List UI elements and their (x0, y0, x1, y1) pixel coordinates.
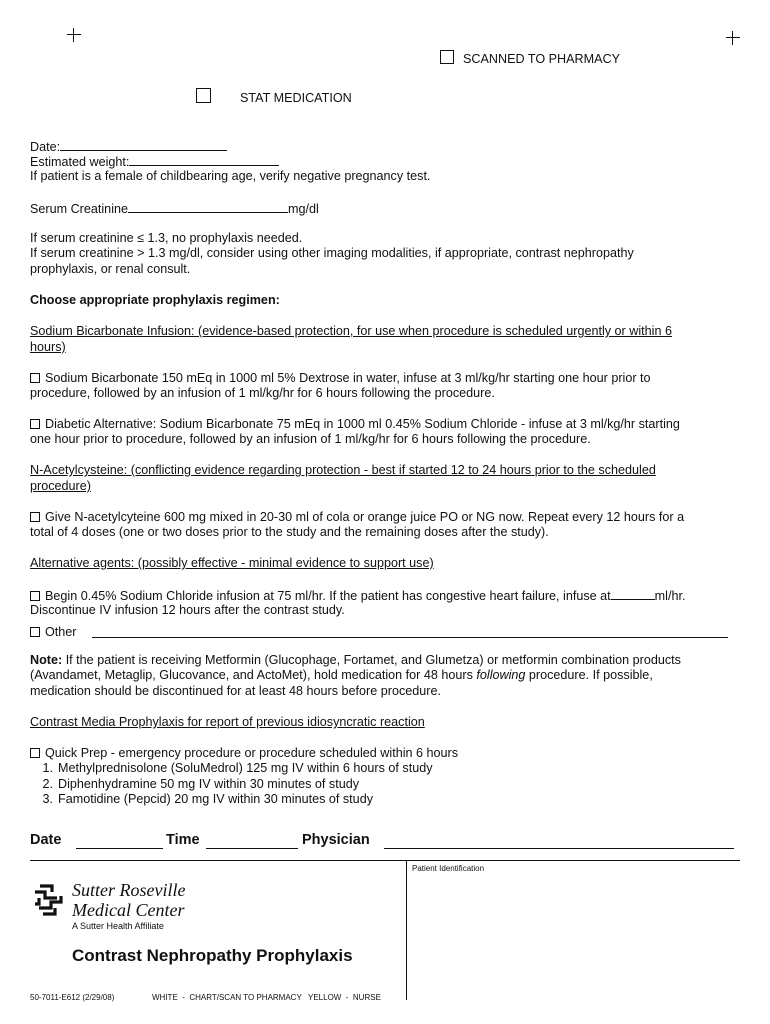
sodium-bicarb-option-1[interactable] (30, 371, 651, 387)
registration-mark-right (726, 31, 740, 45)
note-text-1: If the patient is receiving Metformin (Glucophage, Fortamet, and Glumetza) or metformin combination products (65, 653, 681, 667)
list-text: Methylprednisolone (SoluMedrol) 125 mg IV within 6 hours of study (58, 761, 433, 775)
sodium-bicarb-option-1-text: Sodium Bicarbonate 150 mEq in 1000 ml 5% Dextrose in water, infuse at 3 ml/kg/hr starting one hour prior to (45, 371, 651, 385)
diabetic-alternative-checkbox[interactable] (30, 419, 40, 429)
other-checkbox[interactable] (30, 627, 40, 637)
weight-label: Estimated weight: (30, 155, 130, 169)
quick-prep-option[interactable] (30, 746, 458, 762)
nac-checkbox[interactable] (30, 512, 40, 522)
sodium-bicarb-heading-1: Sodium Bicarbonate Infusion: (evidence-based protection, for use when procedure is scheduled urgently or within 6 (30, 324, 672, 338)
rule-line-3: prophylaxis, or renal consult. (30, 262, 191, 276)
list-text: Famotidine (Pepcid) 20 mg IV within 30 minutes of study (58, 792, 373, 806)
footer-divider (406, 860, 407, 1000)
infusion-rate-field[interactable] (611, 587, 655, 600)
stat-checkbox[interactable] (196, 88, 211, 103)
sig-date-field[interactable] (76, 848, 163, 849)
creatinine-label: Serum Creatinine (30, 202, 128, 216)
stat-label: STAT MEDICATION (240, 91, 352, 105)
list-number: 1. (42, 761, 53, 775)
sig-date-label: Date (30, 832, 62, 848)
diabetic-alternative-cont: one hour prior to procedure, followed by an infusion of 1 ml/kg/hr for 6 hours following the procedure. (30, 432, 591, 446)
patient-id-label: Patient Identification (412, 864, 485, 873)
nac-option[interactable] (30, 510, 684, 526)
contrast-list-item (31, 761, 433, 777)
rule-line-1: If serum creatinine ≤ 1.3, no prophylaxis needed. (30, 231, 303, 245)
patient-id-area[interactable] (412, 876, 738, 998)
other-option[interactable] (30, 625, 77, 641)
list-text: Diphenhydramine 50 mg IV within 30 minutes of study (58, 777, 360, 791)
form-number: 50-7011-E612 (2/29/08) (30, 993, 115, 1002)
other-label: Other (45, 625, 77, 639)
infusion-rate-unit: ml/hr. (654, 589, 686, 603)
sig-time-field[interactable] (206, 848, 298, 849)
date-label: Date: (30, 140, 61, 154)
sutter-logo-icon (30, 882, 66, 918)
sig-physician-label: Physician (302, 832, 370, 848)
nac-heading-1: N-Acetylcysteine: (conflicting evidence regarding protection - best if started 12 to 24 hours prior to the scheduled (30, 463, 656, 477)
sodium-bicarb-heading-2: hours) (30, 340, 66, 354)
creatinine-row (30, 200, 319, 218)
diabetic-alternative-text: Diabetic Alternative: Sodium Bicarbonate 75 mEq in 1000 ml 0.45% Sodium Chloride - infuse at 3 ml/kg/hr starting (45, 417, 680, 431)
creatinine-field[interactable] (128, 200, 288, 213)
note-line-2 (30, 668, 653, 684)
list-number: 3. (42, 792, 53, 806)
copy-yellow: YELLOW - NURSE (308, 993, 381, 1002)
nac-heading-2: procedure) (30, 479, 91, 493)
scanned-label: SCANNED TO PHARMACY (463, 52, 620, 66)
contrast-list-item (31, 792, 373, 808)
note-label: Note: (30, 653, 63, 667)
saline-option[interactable] (30, 587, 685, 605)
choose-heading: Choose appropriate prophylaxis regimen: (30, 293, 280, 307)
org-name-line-1: Sutter Roseville (72, 880, 186, 900)
weight-field-row (30, 153, 279, 171)
note-text-2b: procedure. If possible, (528, 668, 653, 682)
creatinine-unit: mg/dl (288, 202, 319, 216)
saline-option-cont: Discontinue IV infusion 12 hours after the contrast study. (30, 603, 345, 617)
stat-medication-option[interactable] (196, 88, 352, 107)
other-field[interactable] (92, 637, 728, 638)
diabetic-alternative-option[interactable] (30, 417, 680, 433)
sig-time-label: Time (166, 832, 200, 848)
alternative-heading: Alternative agents: (possibly effective - minimal evidence to support use) (30, 556, 434, 570)
sig-physician-field[interactable] (384, 848, 734, 849)
registration-mark-left (67, 28, 81, 42)
sodium-bicarb-checkbox-1[interactable] (30, 373, 40, 383)
contrast-heading: Contrast Media Prophylaxis for report of previous idiosyncratic reaction (30, 715, 425, 729)
weight-field[interactable] (129, 153, 279, 166)
quick-prep-text: Quick Prep - emergency procedure or procedure scheduled within 6 hours (45, 746, 459, 760)
saline-option-text: Begin 0.45% Sodium Chloride infusion at 75 ml/hr. If the patient has congestive heart failure, infuse at (45, 589, 611, 603)
note-line-3: medication should be discontinued for at least 48 hours before procedure. (30, 684, 441, 698)
org-name-line-2: Medical Center (72, 900, 185, 920)
nac-option-text: Give N-acetylcyteine 600 mg mixed in 20-30 ml of cola or orange juice PO or NG now. Repeat every 12 hours for a (45, 510, 685, 524)
contrast-list-item (31, 777, 359, 793)
copy-white: WHITE - CHART/SCAN TO PHARMACY (152, 993, 302, 1002)
affiliate-label: A Sutter Health Affiliate (72, 921, 164, 931)
rule-line-2: If serum creatinine > 1.3 mg/dl, consider using other imaging modalities, if appropriate, contrast nephropathy (30, 246, 634, 260)
list-number: 2. (42, 777, 53, 791)
footer-top-rule (30, 860, 740, 861)
quick-prep-checkbox[interactable] (30, 748, 40, 758)
form-title: Contrast Nephropathy Prophylaxis (72, 946, 353, 965)
note-line-1 (30, 653, 681, 669)
note-text-2a: (Avandamet, Metaglip, Glucovance, and ActoMet), hold medication for 48 hours (30, 668, 473, 682)
saline-checkbox[interactable] (30, 591, 40, 601)
scanned-checkbox[interactable] (440, 50, 454, 64)
sodium-bicarb-option-1-cont: procedure, followed by an infusion of 1 ml/kg/hr for 6 hours following the procedure. (30, 386, 495, 400)
pregnancy-note: If patient is a female of childbearing age, verify negative pregnancy test. (30, 169, 431, 183)
scanned-to-pharmacy-option[interactable] (440, 50, 620, 68)
nac-option-cont: total of 4 doses (one or two doses prior to the study and the remaining doses after the study). (30, 525, 549, 539)
note-following: following (476, 668, 526, 682)
date-field[interactable] (60, 138, 227, 151)
